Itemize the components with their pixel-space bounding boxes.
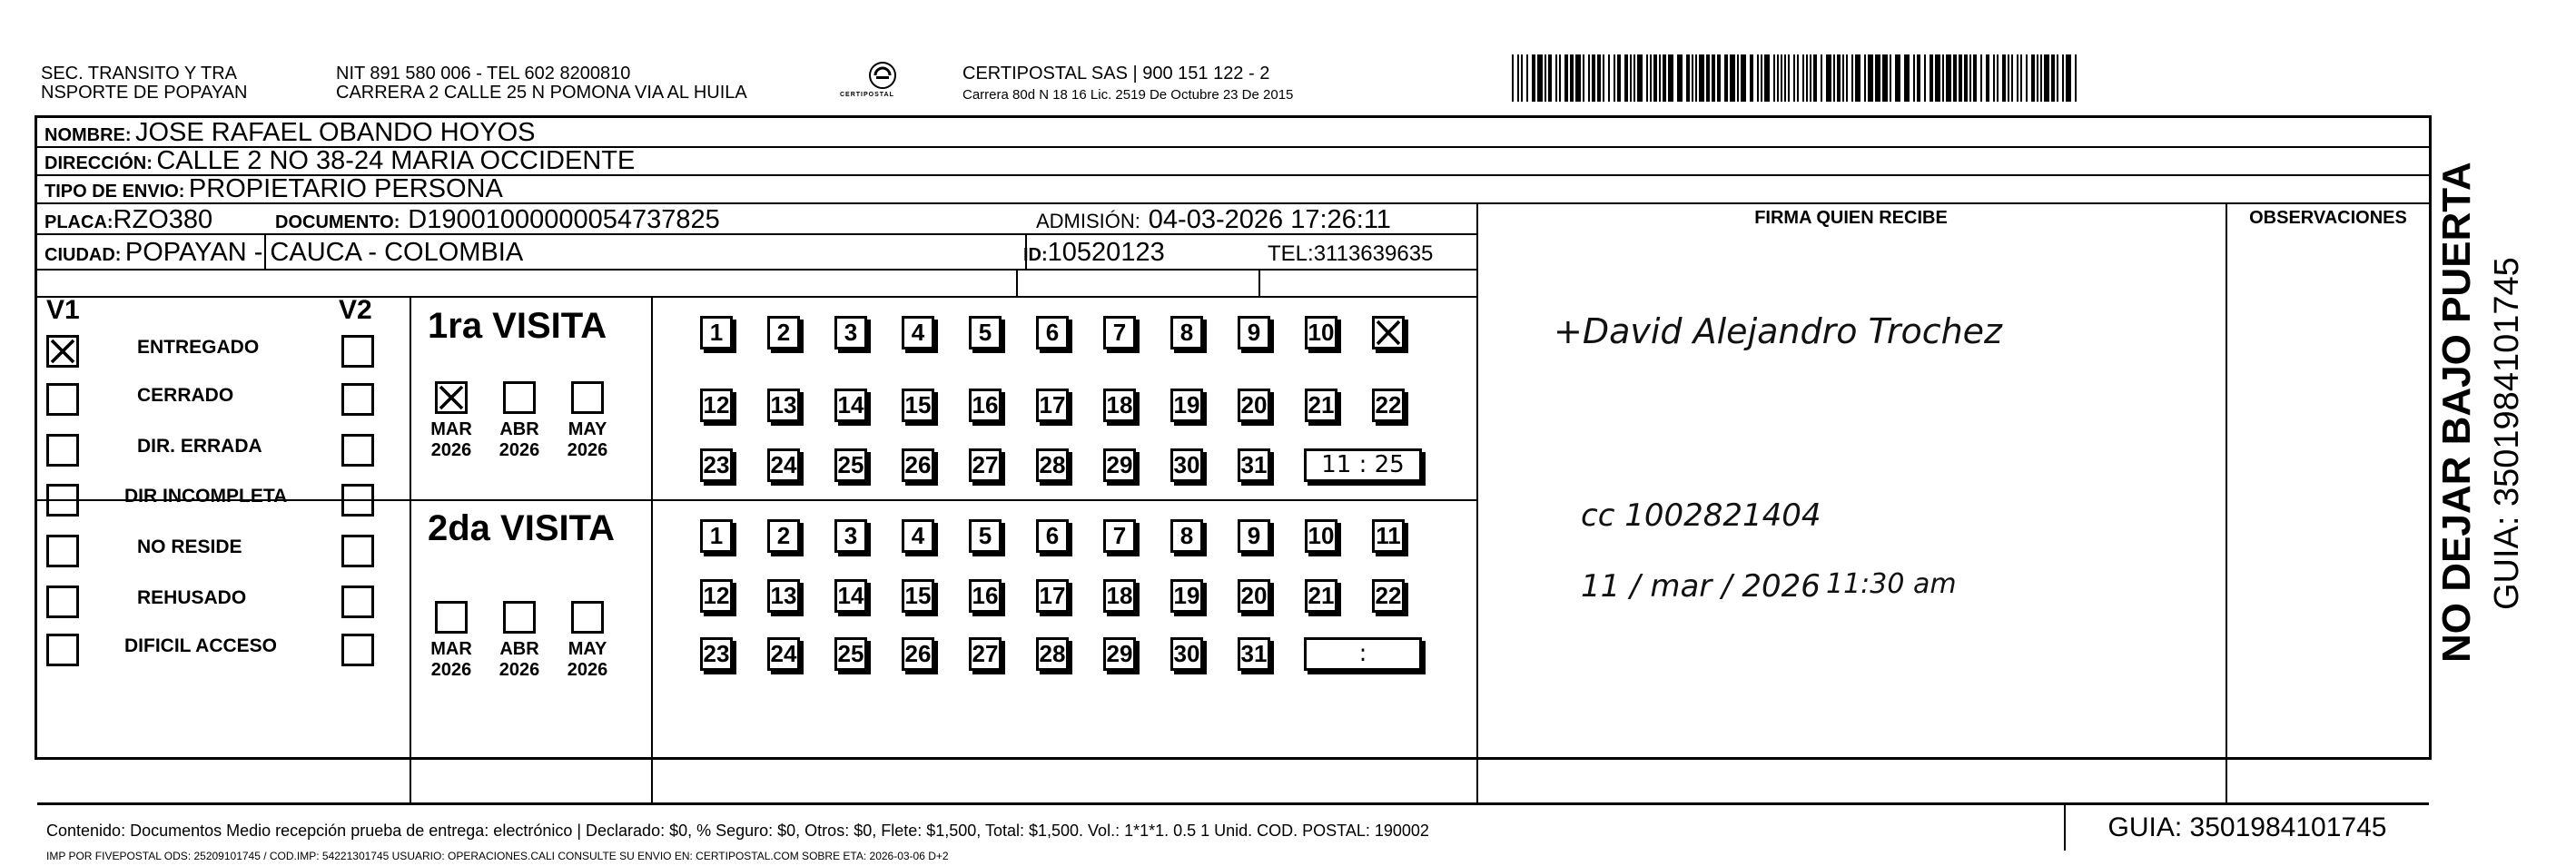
handwritten-cc: cc 1002821404	[1581, 497, 1821, 534]
recipient-address: CALLE 2 NO 38-24 MARIA OCCIDENTE	[156, 146, 636, 175]
day-checkbox[interactable]: 12	[700, 579, 733, 613]
day-checkbox[interactable]: 9	[1238, 519, 1270, 553]
day-checkbox[interactable]: 26	[902, 448, 934, 482]
day-checkbox[interactable]: 8	[1170, 316, 1203, 349]
v1-checkbox[interactable]	[46, 586, 79, 618]
time-field[interactable]: :	[1304, 637, 1422, 671]
side-guia: GUIA: 3501984101745	[2488, 257, 2526, 610]
visit2-title: 2da VISITA	[428, 508, 615, 548]
v1-checkbox[interactable]	[46, 634, 79, 666]
handwritten-receiver-name: +David Alejandro Trochez	[1554, 311, 2002, 351]
v1-checkbox[interactable]	[46, 484, 79, 517]
day-checkbox[interactable]: 16	[969, 389, 1002, 422]
documento-label: DOCUMENTO:	[275, 212, 400, 232]
day-checkbox[interactable]: 2	[767, 519, 800, 553]
day-checkbox[interactable]: 1	[700, 316, 733, 349]
day-checkbox[interactable]: 21	[1305, 579, 1337, 613]
certipostal-logo-icon	[867, 60, 898, 91]
day-checkbox[interactable]: 19	[1170, 579, 1203, 613]
v2-checkbox[interactable]	[341, 634, 374, 666]
month-checkbox[interactable]	[503, 381, 536, 414]
recipient-name: JOSE RAFAEL OBANDO HOYOS	[135, 118, 536, 147]
certipostal-logo-text: CERTIPOSTAL	[840, 92, 894, 98]
month-checkbox[interactable]	[571, 381, 604, 414]
day-checkbox[interactable]: 12	[700, 389, 733, 422]
day-checkbox[interactable]: 5	[969, 316, 1002, 349]
month-label: MAR 2026	[430, 419, 472, 460]
v2-checkbox[interactable]	[341, 484, 374, 517]
day-checkbox[interactable]: 1	[700, 519, 733, 553]
day-checkbox[interactable]: 6	[1036, 519, 1069, 553]
day-checkbox[interactable]: 17	[1036, 389, 1069, 422]
tipo-envio-label: TIPO DE ENVIO:	[44, 182, 185, 202]
sender-address: CARRERA 2 CALLE 25 N POMONA VIA AL HUILA	[336, 83, 747, 103]
day-checkbox[interactable]: 22	[1372, 579, 1405, 613]
day-checkbox[interactable]: 30	[1170, 448, 1203, 482]
month-label: MAY 2026	[567, 639, 608, 680]
day-checkbox[interactable]: 13	[767, 389, 800, 422]
day-checkbox[interactable]: 14	[834, 579, 867, 613]
day-checkbox[interactable]: 6	[1036, 316, 1069, 349]
day-checkbox[interactable]: 20	[1238, 389, 1270, 422]
day-checkbox[interactable]: 31	[1238, 637, 1270, 671]
placa-label: PLACA:	[44, 212, 114, 232]
v2-checkbox[interactable]	[341, 586, 374, 618]
carrier-address: Carrera 80d N 18 16 Lic. 2519 De Octubre 23 De 2015	[962, 87, 1294, 103]
day-checkbox[interactable]: 28	[1036, 637, 1069, 671]
day-checkbox[interactable]: 5	[969, 519, 1002, 553]
observaciones-header: OBSERVACIONES	[2249, 208, 2407, 228]
day-checkbox[interactable]: 15	[902, 579, 934, 613]
sender-name-line1: SEC. TRANSITO Y TRA	[41, 64, 237, 84]
day-checkbox[interactable]: 3	[834, 519, 867, 553]
day-checkbox[interactable]: 17	[1036, 579, 1069, 613]
v1-label: V1	[46, 295, 80, 325]
day-checkbox[interactable]: 14	[834, 389, 867, 422]
day-checkbox[interactable]: 13	[767, 579, 800, 613]
v1-checkbox[interactable]	[46, 335, 79, 368]
day-checkbox[interactable]: 31	[1238, 448, 1270, 482]
admision-label: ADMISIÓN:	[1036, 210, 1140, 232]
footer-contenido: Contenido: Documentos Medio recepción prueba de entrega: electrónico | Declarado: $0, % Seguro: $0, Otros: $0, Flete: $1,500, Total: $1,500. Vol.: 1*1*1. 0.5 1 Unid. COD. POSTAL: 190002	[46, 822, 1429, 840]
month-label: MAY 2026	[567, 419, 608, 460]
sender-name-line2: NSPORTE DE POPAYAN	[41, 83, 248, 103]
v1-checkbox[interactable]	[46, 434, 79, 467]
day-checkbox[interactable]: 28	[1036, 448, 1069, 482]
firma-header: FIRMA QUIEN RECIBE	[1754, 208, 1948, 228]
ciudad-label: CIUDAD:	[44, 245, 122, 265]
day-checkbox[interactable]: 10	[1305, 316, 1337, 349]
day-checkbox[interactable]: 19	[1170, 389, 1203, 422]
reason-label: REHUSADO	[137, 587, 247, 608]
id-value: 10520123	[1047, 238, 1165, 267]
day-checkbox[interactable]: 24	[767, 448, 800, 482]
v1-checkbox[interactable]	[46, 535, 79, 567]
day-checkbox[interactable]: 9	[1238, 316, 1270, 349]
handwritten-time: 11:30 am	[1826, 568, 1957, 600]
id-label: ID:	[1023, 245, 1048, 265]
tel-label: TEL:	[1268, 241, 1314, 266]
day-checkbox[interactable]: 30	[1170, 637, 1203, 671]
day-checkbox[interactable]: 3	[834, 316, 867, 349]
reason-label: DIFICIL ACCESO	[124, 635, 278, 656]
tipo-envio: PROPIETARIO PERSONA	[188, 174, 503, 203]
month-checkbox[interactable]	[435, 381, 468, 414]
sender-nit: NIT 891 580 006 - TEL 602 8200810	[336, 64, 631, 84]
day-checkbox[interactable]: 7	[1103, 316, 1136, 349]
month-checkbox[interactable]	[503, 601, 536, 634]
day-checkbox[interactable]: 29	[1103, 448, 1136, 482]
v2-label: V2	[339, 295, 372, 325]
reason-label: DIR. ERRADA	[137, 436, 262, 457]
placa-value: RZO380	[113, 205, 213, 234]
day-checkbox[interactable]	[1372, 316, 1405, 349]
reason-label: DIR INCOMPLETA	[124, 486, 288, 507]
footer-imp: IMP POR FIVEPOSTAL ODS: 25209101745 / COD.IMP: 54221301745 USUARIO: OPERACIONES.CALI CONSULTE SU ENVIO EN: CERTIPOSTAL.COM SOBRE ETA: 2026-03-06 D+2	[46, 850, 949, 862]
day-checkbox[interactable]: 26	[902, 637, 934, 671]
nombre-label: NOMBRE:	[44, 125, 132, 145]
direccion-label: DIRECCIÓN:	[44, 153, 153, 173]
handwritten-date: 11 / mar / 2026	[1581, 568, 1821, 605]
v2-checkbox[interactable]	[341, 383, 374, 416]
admision-value: 04-03-2026 17:26:11	[1148, 205, 1391, 234]
day-checkbox[interactable]: 10	[1305, 519, 1337, 553]
day-checkbox[interactable]: 4	[902, 316, 934, 349]
day-checkbox[interactable]: 7	[1103, 519, 1136, 553]
day-checkbox[interactable]: 2	[767, 316, 800, 349]
day-checkbox[interactable]: 27	[969, 448, 1002, 482]
v2-checkbox[interactable]	[341, 434, 374, 467]
reason-label: CERRADO	[137, 385, 234, 406]
day-checkbox[interactable]: 4	[902, 519, 934, 553]
day-checkbox[interactable]: 27	[969, 637, 1002, 671]
tel-value: 3113639635	[1313, 241, 1434, 266]
time-field[interactable]: 11 : 25	[1304, 448, 1422, 482]
month-label: ABR 2026	[498, 419, 540, 460]
day-checkbox[interactable]: 18	[1103, 389, 1136, 422]
day-checkbox[interactable]: 23	[700, 637, 733, 671]
visit1-title: 1ra VISITA	[428, 306, 607, 346]
ciudad-value: POPAYAN - CAUCA - COLOMBIA	[124, 238, 524, 267]
month-label: ABR 2026	[498, 639, 540, 680]
day-checkbox[interactable]: 18	[1103, 579, 1136, 613]
v2-checkbox[interactable]	[341, 335, 374, 368]
reason-label: NO RESIDE	[137, 536, 242, 557]
day-checkbox[interactable]: 29	[1103, 637, 1136, 671]
guide-form	[35, 115, 2432, 862]
day-checkbox[interactable]: 25	[834, 637, 867, 671]
day-checkbox[interactable]: 22	[1372, 389, 1405, 422]
day-checkbox[interactable]: 20	[1238, 579, 1270, 613]
day-checkbox[interactable]: 21	[1305, 389, 1337, 422]
reason-label: ENTREGADO	[137, 337, 260, 358]
day-checkbox[interactable]: 8	[1170, 519, 1203, 553]
carrier-name: CERTIPOSTAL SAS | 900 151 122 - 2	[962, 64, 1270, 84]
day-checkbox[interactable]: 24	[767, 637, 800, 671]
documento-value: D19001000000054737825	[408, 205, 720, 234]
day-checkbox[interactable]: 25	[834, 448, 867, 482]
guia-box: GUIA: 3501984101745	[2064, 804, 2429, 851]
v2-checkbox[interactable]	[341, 535, 374, 567]
day-checkbox[interactable]: 11	[1372, 519, 1405, 553]
month-label: MAR 2026	[430, 639, 472, 680]
no-dejar-bajo-puerta: NO DEJAR BAJO PUERTA	[2434, 162, 2479, 663]
day-checkbox[interactable]: 16	[969, 579, 1002, 613]
month-checkbox[interactable]	[571, 601, 604, 634]
day-checkbox[interactable]: 23	[700, 448, 733, 482]
v1-checkbox[interactable]	[46, 383, 79, 416]
month-checkbox[interactable]	[435, 601, 468, 634]
day-checkbox[interactable]: 15	[902, 389, 934, 422]
barcode	[1512, 54, 2084, 102]
